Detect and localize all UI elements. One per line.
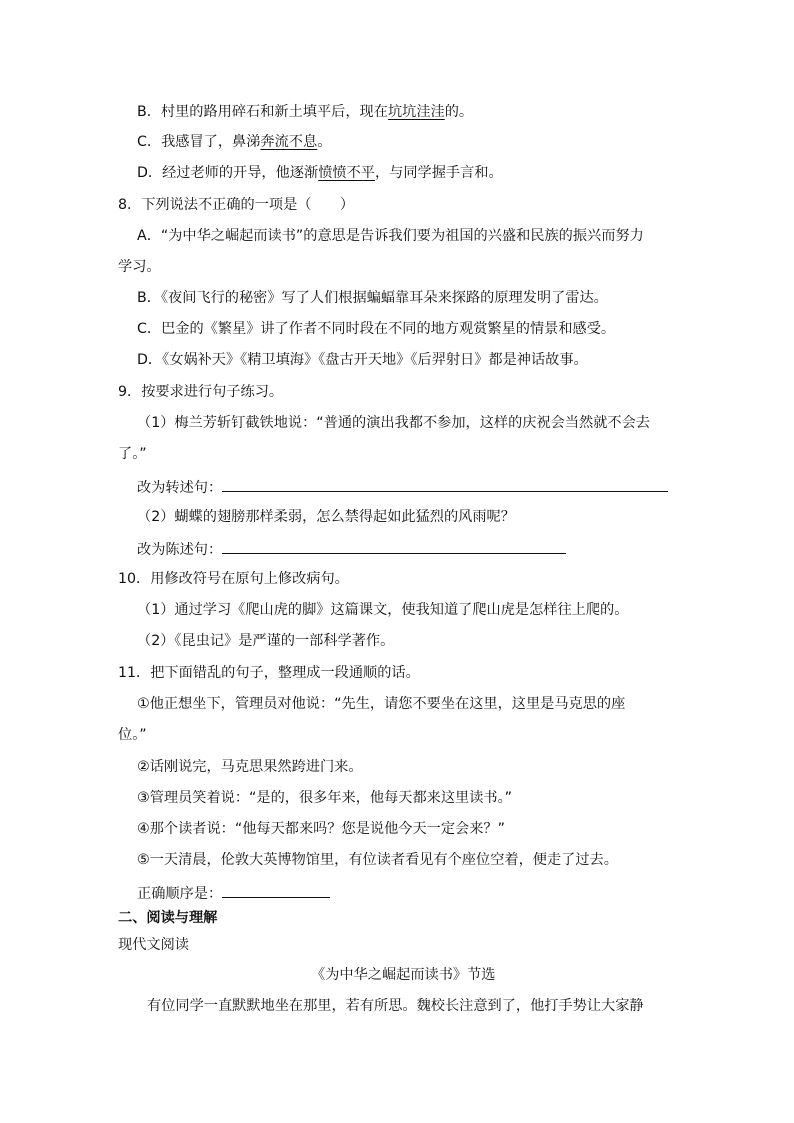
underlined-word: 愤愤不平 <box>318 165 375 181</box>
underlined-word: 奔流不息 <box>260 134 318 150</box>
answer-blank[interactable] <box>222 882 330 898</box>
q11-item-2: ②话刚说完，马克思果然跨进门来。 <box>137 759 363 775</box>
underlined-word: 坑坑洼洼 <box>387 104 445 120</box>
q10-stem: 10．用修改符号在原句上修改病句。 <box>118 571 349 587</box>
answer-label: 改为陈述句： <box>137 542 223 558</box>
option-text: C．我感冒了，鼻涕 <box>137 134 261 150</box>
q11-item-1: ①他正想坐下，管理员对他说：“先生，请您不要坐在这里，这里是马克思的座 <box>137 696 626 712</box>
q8-stem: 8．下列说法不正确的一项是（ ） <box>118 197 355 213</box>
q10-sentence-2: （2）《昆虫记》是严谨的一部科学著作。 <box>137 633 395 649</box>
q9-sentence-2: （2）蝴蝶的翅膀那样柔弱，怎么禁得起如此猛烈的风雨呢？ <box>137 509 515 525</box>
section-heading: 二、阅读与理解 <box>118 910 218 926</box>
q11-answer <box>137 882 330 904</box>
q9-answer-1 <box>137 476 668 498</box>
q8-option-c: C．巴金的《繁星》讲了作者不同时段在不同的地方观赏繁星的情景和感受。 <box>137 321 616 337</box>
q9-sentence-1: （1）梅兰芳斩钉截铁地说：“普通的演出我都不参加，这样的庆祝会当然就不会去 <box>137 415 650 431</box>
q11-item-3: ③管理员笑着说：“是的，很多年来，他每天都来这里读书。” <box>137 790 513 806</box>
passage-text: 有位同学一直默默地坐在那里，若有所思。魏校长注意到了，他打手势让大家静 <box>147 998 644 1014</box>
answer-blank[interactable] <box>222 538 566 554</box>
q7-option-c <box>137 132 331 152</box>
q11-item-4: ④那个读者说：“他每天都来吗？您是说他今天一定会来？” <box>137 821 505 837</box>
q11-item-5: ⑤一天清晨，伦敦大英博物馆里，有位读者看见有个座位空着，便走了过去。 <box>137 852 618 868</box>
q9-answer-2 <box>137 538 566 560</box>
option-text: B．村里的路用碎石和新土填平后，现在 <box>137 104 388 120</box>
q11-stem: 11．把下面错乱的句子，整理成一段通顺的话。 <box>118 665 420 681</box>
q8-option-b: B．《夜间飞行的秘密》写了人们根据蝙蝠靠耳朵来探路的原理发明了雷达。 <box>137 290 608 306</box>
passage-title: 《为中华之崛起而读书》节选 <box>311 967 496 983</box>
answer-blank[interactable] <box>222 476 668 492</box>
q11-item-1-continued: 位。” <box>118 727 147 743</box>
answer-label: 正确顺序是： <box>137 886 223 902</box>
q8-option-a-continued: 学习。 <box>118 259 161 275</box>
option-text: 的。 <box>444 104 474 120</box>
q9-stem: 9．按要求进行句子练习。 <box>118 384 284 400</box>
answer-label: 改为转述句： <box>137 480 223 496</box>
q10-sentence-1: （1）通过学习《爬山虎的脚》这篇课文，使我知道了爬山虎是怎样往上爬的。 <box>137 602 629 618</box>
option-text: 。 <box>317 134 332 150</box>
q8-option-a: A．“为中华之崛起而读书”的意思是告诉我们要为祖国的兴盛和民族的振兴而努力 <box>137 228 644 244</box>
section-subheading: 现代文阅读 <box>118 937 189 953</box>
option-text: ，与同学握手言和。 <box>374 165 503 181</box>
q7-option-b <box>137 102 473 122</box>
option-text: D．经过老师的开导，他逐渐 <box>137 165 319 181</box>
q9-sentence-1-continued: 了。” <box>118 446 147 462</box>
q7-option-d <box>137 163 503 183</box>
q8-option-d: D．《女娲补天》《精卫填海》《盘古开天地》《后羿射日》都是神话故事。 <box>137 352 588 368</box>
